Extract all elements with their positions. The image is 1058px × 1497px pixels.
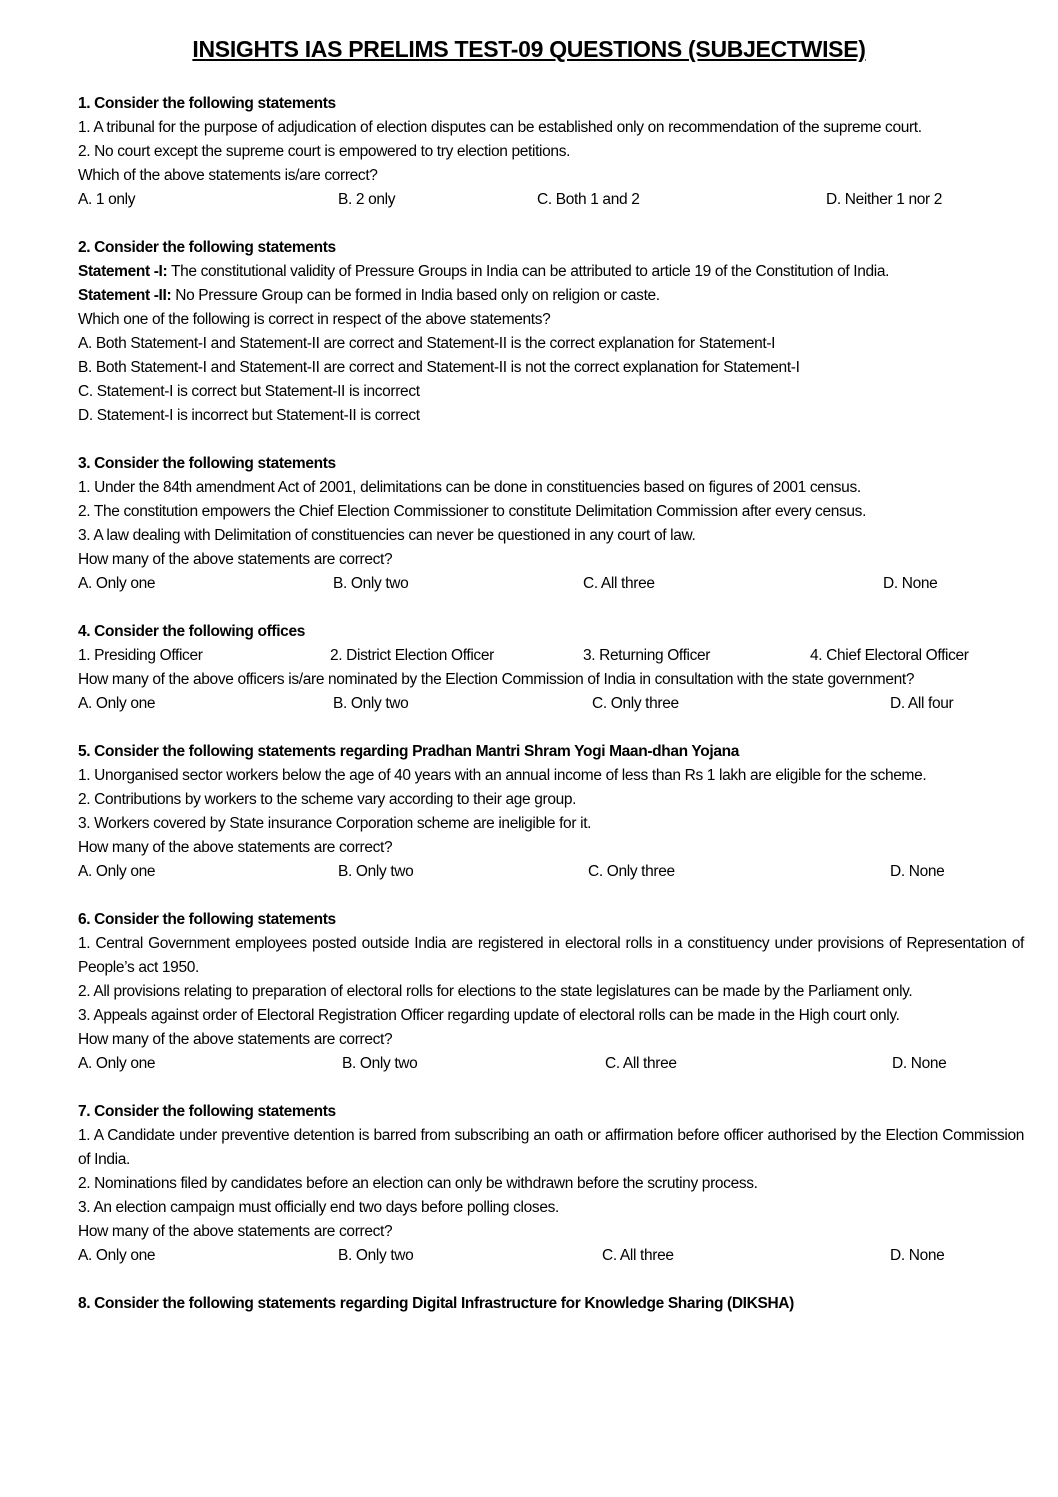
option-c: C. All three [605,1055,677,1072]
question-3 [78,452,1024,596]
question-prompt: How many of the above statements are correct? [78,839,393,856]
option-b: B. Only two [333,575,409,592]
option-a: A. Only one [78,863,156,880]
office-item: 3. Returning Officer [583,647,711,664]
statement-label: Statement -I: [78,263,168,280]
question-2 [78,236,1024,428]
option-a: A. Only one [78,575,156,592]
question-heading: 4. Consider the following offices [78,623,305,640]
option-b: B. Both Statement-I and Statement-II are correct and Statement-II is not the correct explanation for Statement-I [78,359,800,376]
options-row [78,860,1024,884]
question-heading: 3. Consider the following statements [78,455,336,472]
statement: 1. A tribunal for the purpose of adjudication of election disputes can be established only on recommendation of the supreme court. [78,119,922,136]
office-item: 2. District Election Officer [330,647,494,664]
question-prompt: How many of the above statements are correct? [78,1223,393,1240]
option-c: C. Both 1 and 2 [537,191,640,208]
statement-text: The constitutional validity of Pressure Groups in India can be attributed to article 19 of the Constitution of India. [167,263,890,280]
question-heading: 7. Consider the following statements [78,1103,336,1120]
option-d: D. All four [890,695,954,712]
question-heading: 5. Consider the following statements regarding Pradhan Mantri Shram Yogi Maan-dhan Yojana [78,743,740,760]
office-item: 1. Presiding Officer [78,647,203,664]
statement: 3. Workers covered by State insurance Corporation scheme are ineligible for it. [78,815,592,832]
statement: 2. No court except the supreme court is empowered to try election petitions. [78,143,571,160]
question-heading: 1. Consider the following statements [78,95,336,112]
option-b: B. Only two [338,1247,414,1264]
option-d: D. Statement-I is incorrect but Statement-II is correct [78,407,420,424]
option-a: A. 1 only [78,191,136,208]
offices-row [78,644,1024,668]
option-c: C. Statement-I is correct but Statement-II is incorrect [78,383,420,400]
option-d: D. None [890,1247,945,1264]
option-b: B. Only two [333,695,409,712]
option-c: C. All three [583,575,655,592]
question-8 [78,1292,1024,1316]
question-heading: 2. Consider the following statements [78,239,336,256]
question-heading: 8. Consider the following statements regarding Digital Infrastructure for Knowledge Sharing (DIKSHA) [78,1295,794,1312]
statement-label: Statement -II: [78,287,172,304]
option-b: B. Only two [338,863,414,880]
question-5 [78,740,1024,884]
option-c: C. Only three [592,695,679,712]
question-6 [78,908,1024,1076]
statement [78,260,1024,284]
options-row [78,188,1024,212]
question-prompt: How many of the above statements are correct? [78,551,393,568]
statement: 2. Contributions by workers to the scheme vary according to their age group. [78,791,577,808]
statement: 1. Central Government employees posted outside India are registered in electoral rolls in a constituency under provisions of Representation of People’s act 1950. [78,935,1024,976]
statement: 2. Nominations filed by candidates before an election can only be withdrawn before the scrutiny process. [78,1175,758,1192]
statement: 3. A law dealing with Delimitation of constituencies can never be questioned in any court of law. [78,527,696,544]
statement: 3. Appeals against order of Electoral Registration Officer regarding update of electoral rolls can be made in the High court only. [78,1007,900,1024]
option-b: B. Only two [342,1055,418,1072]
option-b: B. 2 only [338,191,396,208]
statement-text: No Pressure Group can be formed in India based only on religion or caste. [171,287,660,304]
option-d: D. Neither 1 nor 2 [826,191,943,208]
option-c: C. Only three [588,863,675,880]
statement [78,284,1024,308]
statement: 2. All provisions relating to preparation of electoral rolls for elections to the state legislatures can be made by the Parliament only. [78,983,913,1000]
option-c: C. All three [602,1247,674,1264]
options-row [78,1244,1024,1268]
statement: 1. Under the 84th amendment Act of 2001, delimitations can be done in constituencies based on figures of 2001 census. [78,479,861,496]
option-d: D. None [890,863,945,880]
option-d: D. None [883,575,938,592]
option-a: A. Only one [78,1247,156,1264]
question-prompt: Which of the above statements is/are correct? [78,167,378,184]
document-title: INSIGHTS IAS PRELIMS TEST-09 QUESTIONS (SUBJECTWISE) [192,36,866,62]
question-7 [78,1100,1024,1268]
statement: 2. The constitution empowers the Chief Election Commissioner to constitute Delimitation Commission after every census. [78,503,867,520]
question-heading: 6. Consider the following statements [78,911,336,928]
options-row [78,1052,1024,1076]
option-d: D. None [892,1055,947,1072]
options-row [78,692,1024,716]
question-prompt: How many of the above officers is/are nominated by the Election Commission of India in consultation with the state government? [78,671,915,688]
question-prompt: How many of the above statements are correct? [78,1031,393,1048]
option-a: A. Both Statement-I and Statement-II are correct and Statement-II is the correct explanation for Statement-I [78,335,776,352]
statement: 1. A Candidate under preventive detention is barred from subscribing an oath or affirmation before officer authorised by the Election Commission of India. [78,1127,1024,1168]
question-list [78,92,1024,1340]
statement: 1. Unorganised sector workers below the age of 40 years with an annual income of less than Rs 1 lakh are eligible for the scheme. [78,767,927,784]
question-4 [78,620,1024,716]
options-row [78,572,1024,596]
question-prompt: Which one of the following is correct in respect of the above statements? [78,311,551,328]
office-item: 4. Chief Electoral Officer [810,647,969,664]
question-1 [78,92,1024,212]
option-a: A. Only one [78,695,156,712]
statement: 3. An election campaign must officially end two days before polling closes. [78,1199,559,1216]
option-a: A. Only one [78,1055,156,1072]
